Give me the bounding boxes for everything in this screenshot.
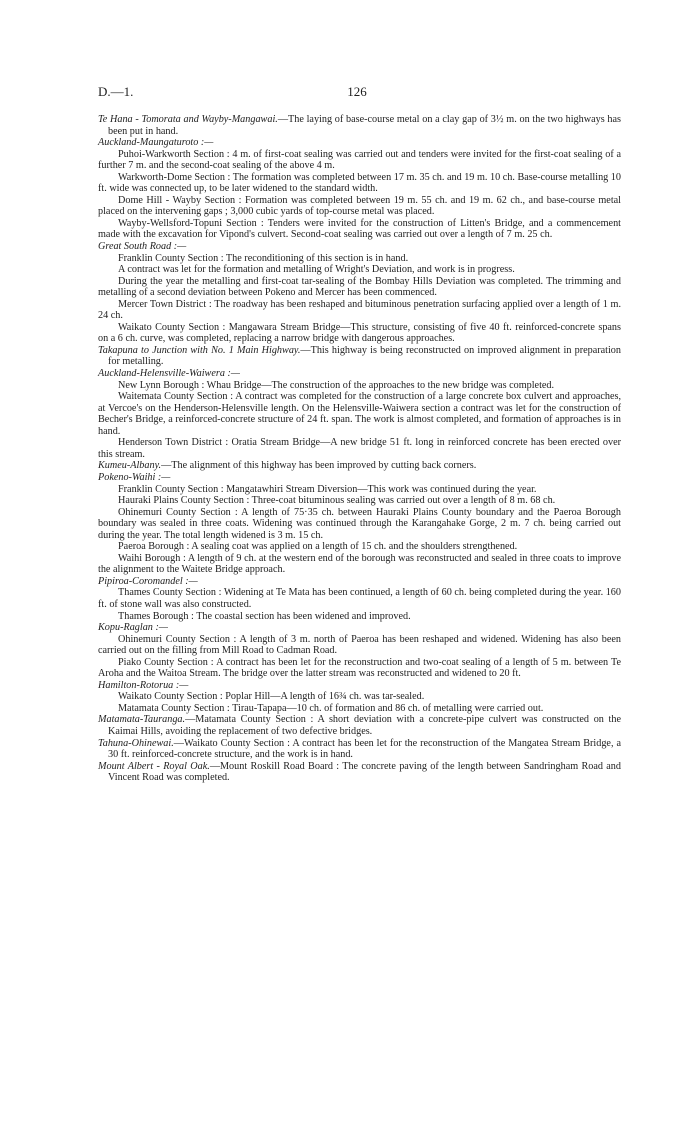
section-paragraph bbox=[98, 137, 621, 149]
document-reference: D.—1. bbox=[98, 84, 134, 99]
highway-heading: Matamata-Tauranga. bbox=[98, 714, 186, 726]
paragraph-text: —This highway is being reconstructed on improved alignment in preparation for metalling. bbox=[108, 344, 621, 368]
paragraph-text: —Matamata County Section : A short deviation with a concrete-pipe culvert was constructed on the Kaimai Hills, avoiding the replacement of two defective bridges. bbox=[108, 714, 621, 737]
highway-heading: Te Hana - Tomorata and Wayby-Mangawai. bbox=[98, 114, 278, 125]
paragraph-text: —The laying of base-course metal on a clay gap of 3½ m. on the two highways has been put in hand. bbox=[108, 114, 621, 137]
paragraph-text: Paeroa Borough : A sealing coat was applied on a length of 15 ch. and the shoulders strengthened. bbox=[118, 541, 518, 553]
subsection-paragraph bbox=[98, 195, 621, 218]
subsection-paragraph bbox=[98, 299, 621, 322]
paragraph-text: Dome Hill - Wayby Section : Formation was completed between 19 m. 55 ch. and 19 m. 62 ch., and base-course metal placed on the intervening gaps ; 3,000 cubic yards of top-course metal was placed. bbox=[98, 194, 621, 218]
paragraph-text: Henderson Town District : Oratia Stream Bridge—A new bridge 51 ft. long in reinforced concrete has been erected over this stream. bbox=[98, 437, 621, 460]
paragraph-text: —Waikato County Section : A contract has been let for the reconstruction of the Mangatea Stream Bridge, a 30 ft. reinforced-concrete structure, and the work is in hand. bbox=[108, 737, 621, 761]
page-number: 126 bbox=[347, 84, 367, 99]
section-paragraph bbox=[98, 460, 621, 472]
highway-heading: Pokeno-Waihi :— bbox=[98, 471, 171, 483]
highway-heading: Auckland-Maungaturoto :— bbox=[98, 137, 214, 149]
subsection-paragraph bbox=[98, 541, 621, 553]
subsection-paragraph bbox=[98, 218, 621, 241]
document-body bbox=[98, 114, 621, 784]
highway-heading: Tahuna-Ohinewai. bbox=[98, 737, 174, 749]
paragraph-text: During the year the metalling and first-coat tar-sealing of the Bombay Hills Deviation was completed. The trimming and metalling of a second deviation between Pokeno and Mercer has been commenced. bbox=[98, 275, 621, 299]
highway-heading: Mount Albert - Royal Oak. bbox=[98, 760, 210, 772]
page-header bbox=[98, 86, 616, 102]
section-paragraph bbox=[98, 576, 621, 588]
subsection-paragraph bbox=[98, 634, 621, 657]
section-paragraph bbox=[98, 622, 621, 634]
subsection-paragraph bbox=[98, 691, 621, 703]
section-paragraph bbox=[98, 472, 621, 484]
paragraph-text: Waikato County Section : Poplar Hill—A length of 16¾ ch. was tar-sealed. bbox=[118, 691, 425, 703]
paragraph-text: Thames County Section : Widening at Te Mata has been continued, a length of 60 ch. being completed during the year. 160 ft. of stone wall was also constructed. bbox=[98, 587, 621, 610]
subsection-paragraph bbox=[98, 611, 621, 623]
section-paragraph bbox=[98, 714, 621, 737]
subsection-paragraph bbox=[98, 149, 621, 172]
subsection-paragraph bbox=[98, 587, 621, 610]
paragraph-text: Wayby-Wellsford-Topuni Section : Tenders were invited for the construction of Litten's Bridge, and a commencement made with the excavation for Vipond's culvert. Second-coat sealing was carried out over a length of 7 m. 25 ch. bbox=[98, 217, 621, 241]
paragraph-text: A contract was let for the formation and metalling of Wright's Deviation, and work is in progress. bbox=[118, 264, 515, 276]
subsection-paragraph bbox=[98, 253, 621, 265]
subsection-paragraph bbox=[98, 484, 621, 496]
paragraph-text: Waitemata County Section : A contract was completed for the construction of a large concrete box culvert and approaches, at Vercoe's on the Henderson-Helensville length. On the Helensville-Waiwera section a contract was let for the construction of Becher's Bridge, a reinforced-concrete structure of 24 ft. span. The work is almost completed, and formation of approaches is in hand. bbox=[98, 391, 621, 437]
highway-heading: Kumeu-Albany. bbox=[98, 460, 162, 472]
subsection-paragraph bbox=[98, 380, 621, 392]
paragraph-text: Ohinemuri County Section : A length of 75·35 ch. between Hauraki Plains County boundary and the Paeroa Borough boundary was sealed in three coats. Widening was continued through the Karangahake Gorge, 2 m. 7 ch. being carried out during the year. The total length widened is 3 m. 15 ch. bbox=[98, 506, 621, 541]
highway-heading: Auckland-Helensville-Waiwera :— bbox=[98, 368, 240, 380]
highway-heading: Hamilton-Rotorua :— bbox=[98, 679, 189, 691]
paragraph-text: Thames Borough : The coastal section has been widened and improved. bbox=[118, 610, 411, 622]
paragraph-text: Matamata County Section : Tirau-Tapapa—10 ch. of formation and 86 ch. of metalling were carried out. bbox=[118, 702, 544, 714]
section-paragraph bbox=[98, 114, 621, 137]
subsection-paragraph bbox=[98, 495, 621, 507]
paragraph-text: Warkworth-Dome Section : The formation was completed between 17 m. 35 ch. and 19 m. 10 ch. Base-course metalling 10 ft. wide was connected up, to be later widened to the standard width. bbox=[98, 171, 621, 195]
highway-heading: Great South Road :— bbox=[98, 241, 187, 253]
section-paragraph bbox=[98, 368, 621, 380]
highway-heading: Takapuna to Junction with No. 1 Main Highway. bbox=[98, 344, 301, 356]
paragraph-text: Waikato County Section : Mangawara Stream Bridge—This structure, consisting of five 40 ft. reinforced-concrete spans on a 6 ch. curve, was completed, replacing a narrow bridge with dangerous approaches. bbox=[98, 321, 621, 345]
subsection-paragraph bbox=[98, 322, 621, 345]
section-paragraph bbox=[98, 345, 621, 368]
subsection-paragraph bbox=[98, 657, 621, 680]
section-paragraph bbox=[98, 761, 621, 784]
highway-heading: Pipiroa-Coromandel :— bbox=[98, 575, 198, 587]
paragraph-text: Franklin County Section : The reconditioning of this section is in hand. bbox=[118, 252, 409, 264]
section-paragraph bbox=[98, 241, 621, 253]
subsection-paragraph bbox=[98, 703, 621, 715]
paragraph-text: Puhoi-Warkworth Section : 4 m. of first-coat sealing was carried out and tenders were invited for the first-coat sealing of a further 7 m. and the second-coat sealing of the above 4 m. bbox=[98, 148, 621, 172]
paragraph-text: —The alignment of this highway has been improved by cutting back corners. bbox=[161, 460, 477, 472]
paragraph-text: Waihi Borough : A length of 9 ch. at the western end of the borough was reconstructed and sealed in three coats to improve the alignment to the Waitete Bridge approach. bbox=[98, 552, 621, 576]
paragraph-text: Piako County Section : A contract has been let for the reconstruction and two-coat sealing of a length of 5 m. between Te Aroha and the Waitoa Stream. The bridge over the latter stream was reconstructed and widened to 20 ft. bbox=[98, 656, 621, 680]
subsection-paragraph bbox=[98, 276, 621, 299]
paragraph-text: New Lynn Borough : Whau Bridge—The construction of the approaches to the new bridge was completed. bbox=[118, 379, 555, 391]
subsection-paragraph bbox=[98, 172, 621, 195]
section-paragraph bbox=[98, 680, 621, 692]
paragraph-text: Hauraki Plains County Section : Three-coat bituminous sealing was carried out over a length of 8 m. 68 ch. bbox=[118, 495, 556, 507]
subsection-paragraph bbox=[98, 391, 621, 437]
subsection-paragraph bbox=[98, 507, 621, 542]
paragraph-text: Mercer Town District : The roadway has been reshaped and bituminous penetration surfacing applied over a length of 1 m. 24 ch. bbox=[98, 298, 621, 322]
subsection-paragraph bbox=[98, 437, 621, 460]
paragraph-text: —Mount Roskill Road Board : The concrete paving of the length between Sandringham Road and Vincent Road was completed. bbox=[108, 760, 621, 784]
section-paragraph bbox=[98, 738, 621, 761]
subsection-paragraph bbox=[98, 553, 621, 576]
subsection-paragraph bbox=[98, 264, 621, 276]
paragraph-text: Franklin County Section : Mangatawhiri Stream Diversion—This work was continued during the year. bbox=[118, 483, 537, 495]
highway-heading: Kopu-Raglan :— bbox=[98, 622, 168, 634]
paragraph-text: Ohinemuri County Section : A length of 3 m. north of Paeroa has been reshaped and widened. Widening has also been carried out on the filling from Mill Road to Cadman Road. bbox=[98, 633, 621, 657]
